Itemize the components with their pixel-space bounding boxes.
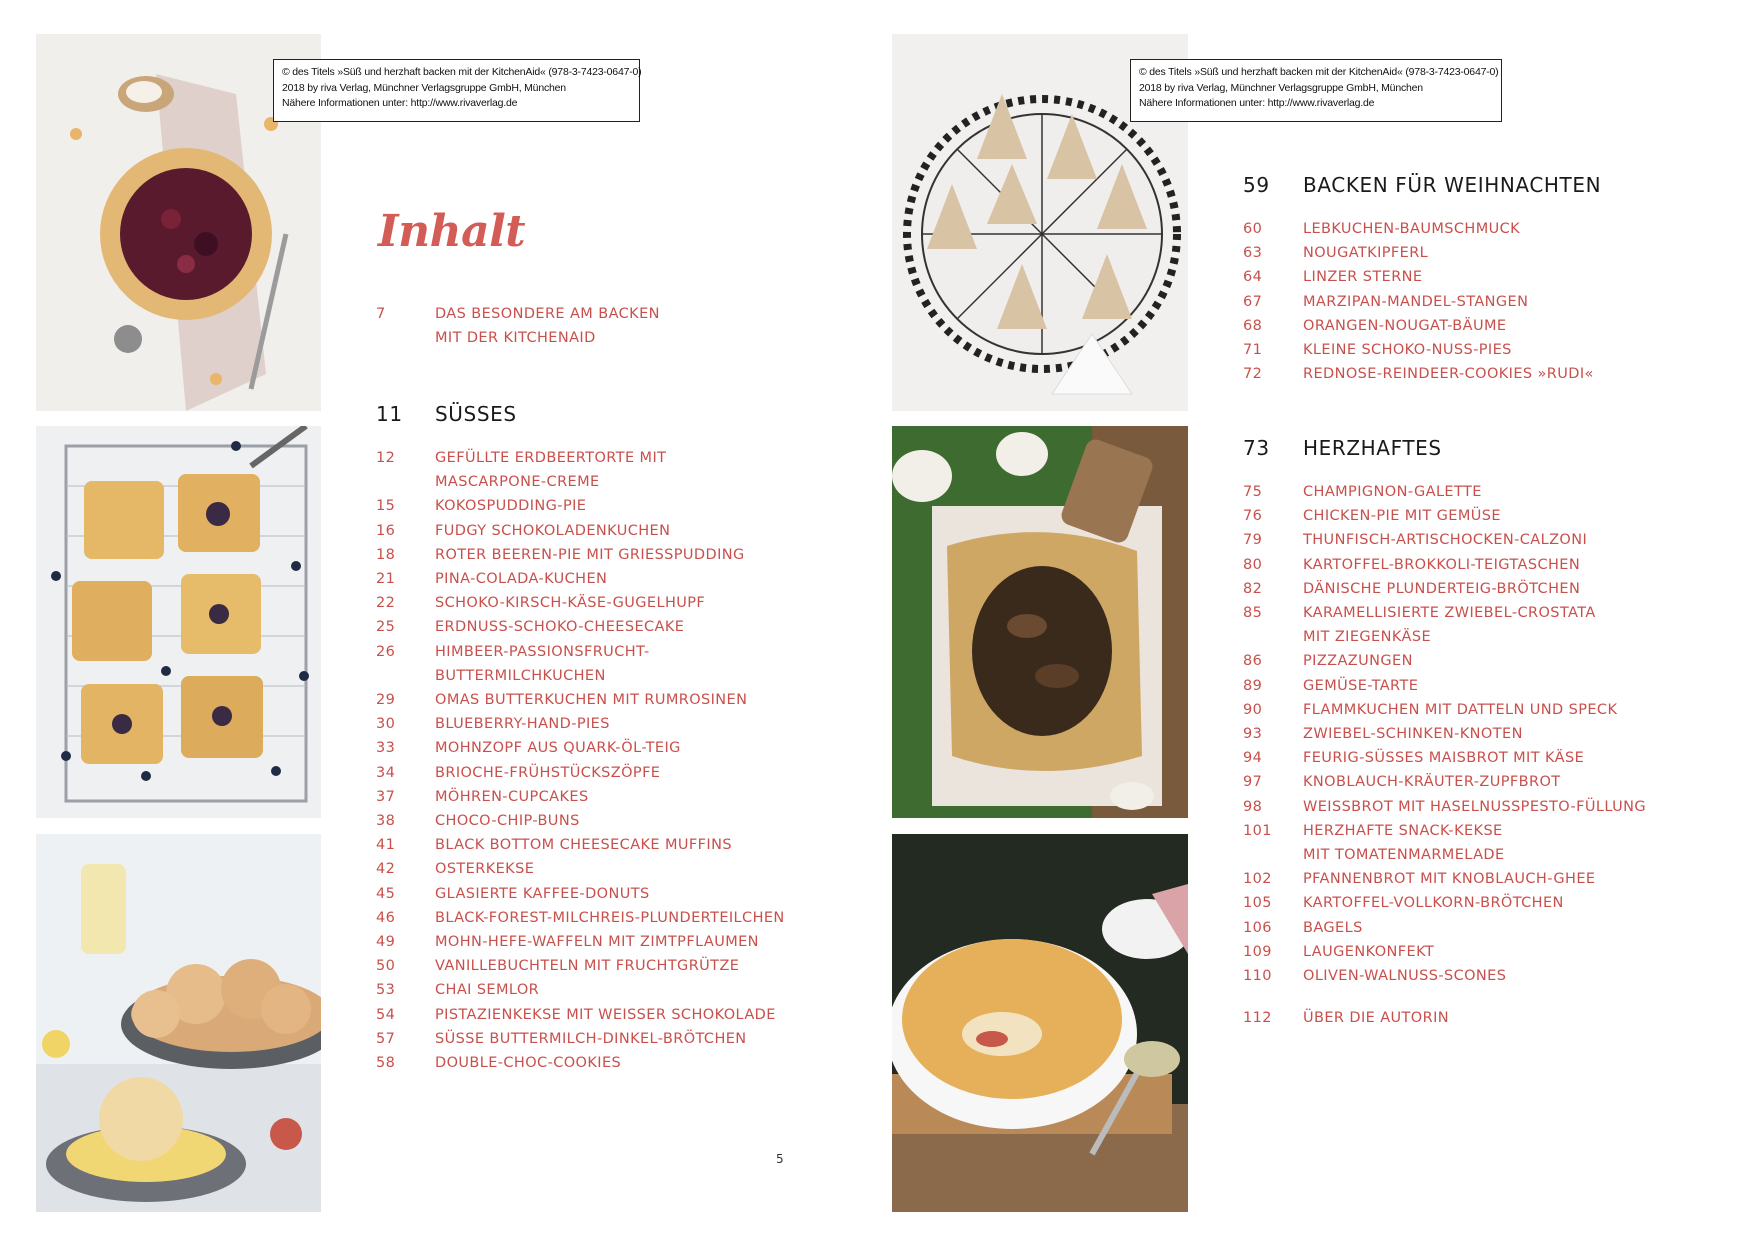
entry-title-line: FLAMMKUCHEN MIT DATTELN UND SPECK — [1303, 701, 1618, 718]
entry-title-line: THUNFISCH-ARTISCHOCKEN-CALZONI — [1303, 532, 1588, 549]
entry-title-line: BUTTERMILCHKUCHEN — [435, 667, 606, 684]
entry-title — [1303, 819, 1505, 867]
section-title: SÜSSES — [435, 402, 517, 426]
entry-page-number: 109 — [1243, 943, 1272, 960]
entry-title-line: SCHOKO-KIRSCH-KÄSE-GUGELHUPF — [435, 595, 706, 612]
entry-title-line: ROTER BEEREN-PIE MIT GRIESSPUDDING — [435, 546, 745, 563]
entry-title-line: KARTOFFEL-VOLLKORN-BRÖTCHEN — [1303, 895, 1564, 912]
entry-title — [1303, 795, 1646, 819]
entry-title-line: OSTERKEKSE — [435, 861, 535, 878]
entry-title-line: GEMÜSE-TARTE — [1303, 677, 1419, 694]
entry-title-line: PISTAZIENKEKSE MIT WEISSER SCHOKOLADE — [435, 1006, 776, 1023]
entry-title — [435, 736, 681, 760]
entry-page-number: 79 — [1243, 532, 1263, 549]
entry-page-number: 97 — [1243, 774, 1263, 791]
copyright-line: Nähere Informationen unter: http://www.rivaverlag.de — [282, 97, 518, 109]
entry-title — [1303, 1006, 1449, 1030]
entry-title-line: SÜSSE BUTTERMILCH-DINKEL-BRÖTCHEN — [435, 1030, 747, 1047]
entry-title-line: KARAMELLISIERTE ZWIEBEL-CROSTATA — [1303, 605, 1596, 621]
section-page-number: 73 — [1243, 436, 1270, 460]
entry-title — [1303, 265, 1423, 289]
entry-page-number: 93 — [1243, 726, 1263, 742]
entry-title-line: PINA-COLADA-KUCHEN — [435, 571, 608, 587]
entry-title-line: CHICKEN-PIE MIT GEMÜSE — [1303, 508, 1501, 525]
entry-title — [435, 567, 607, 591]
entry-title-line: ZWIEBEL-SCHINKEN-KNOTEN — [1303, 726, 1523, 742]
entry-page-number: 106 — [1243, 919, 1272, 936]
entry-page-number: 12 — [376, 450, 396, 466]
entry-title-line: FEURIG-SÜSSES MAISBROT MIT KÄSE — [1303, 750, 1585, 767]
entry-page-number: 86 — [1243, 653, 1263, 670]
copyright-line: 2018 by riva Verlag, Münchner Verlagsgruppe GmbH, München — [1139, 81, 1423, 94]
entry-page-number: 64 — [1243, 269, 1263, 286]
entry-title — [1303, 504, 1501, 528]
photo-blueberry-hand-pies — [36, 426, 321, 818]
entry-title-line: ÜBER DIE AUTORIN — [1303, 1010, 1450, 1026]
entry-title — [1303, 867, 1595, 891]
copyright-line: © des Titels »Süß und herzhaft backen mit der KitchenAid« (978-3-7423-0647-0) — [282, 66, 642, 78]
entry-title-line: NOUGATKIPFERL — [1303, 245, 1429, 262]
entry-title — [1303, 217, 1520, 241]
entry-title-line: HERZHAFTE SNACK-KEKSE — [1303, 822, 1503, 839]
entry-page-number: 37 — [376, 788, 396, 805]
entry-title — [1303, 770, 1561, 794]
entry-title-line: PFANNENBROT MIT KNOBLAUCH-GHEE — [1303, 871, 1596, 888]
page-title: Inhalt — [378, 206, 526, 257]
entry-title-line: REDNOSE-REINDEER-COOKIES »RUDI« — [1303, 366, 1594, 383]
entry-title — [435, 809, 580, 833]
entry-title-line: MOHNZOPF AUS QUARK-ÖL-TEIG — [435, 740, 681, 757]
entry-title — [435, 978, 539, 1002]
entry-page-number: 16 — [376, 522, 396, 539]
entry-title — [435, 1051, 621, 1075]
entry-title-line: LINZER STERNE — [1303, 269, 1423, 286]
entry-title-line: CHOCO-CHIP-BUNS — [435, 813, 580, 829]
entry-page-number: 112 — [1243, 1010, 1272, 1026]
entry-title-line: KARTOFFEL-BROKKOLI-TEIGTASCHEN — [1303, 556, 1581, 573]
entry-page-number: 34 — [376, 764, 396, 781]
entry-title — [435, 688, 747, 712]
entry-page-number: 57 — [376, 1030, 396, 1047]
entry-title-line: MÖHREN-CUPCAKES — [435, 788, 589, 805]
entry-title-line: MOHN-HEFE-WAFFELN MIT ZIMTPFLAUMEN — [435, 934, 759, 950]
entry-title-line: CHAMPIGNON-GALETTE — [1303, 484, 1482, 500]
entry-title-line: BAGELS — [1303, 919, 1363, 936]
entry-title — [1303, 964, 1506, 988]
entry-page-number: 7 — [376, 306, 386, 322]
photo-chicken-pie — [892, 834, 1188, 1212]
entry-page-number: 110 — [1243, 968, 1272, 984]
section-page-number: 59 — [1243, 173, 1270, 197]
entry-title-line: WEISSBROT MIT HASELNUSSPESTO-FÜLLUNG — [1303, 798, 1646, 815]
entry-page-number: 33 — [376, 740, 396, 757]
entry-title-line: DAS BESONDERE AM BACKEN — [435, 306, 660, 322]
photo-mushroom-galette — [892, 426, 1188, 818]
entry-page-number: 54 — [376, 1006, 396, 1023]
entry-title-line: HIMBEER-PASSIONSFRUCHT- — [435, 643, 650, 660]
entry-page-number: 49 — [376, 934, 396, 950]
entry-page-number: 90 — [1243, 701, 1263, 718]
entry-title-line: OLIVEN-WALNUSS-SCONES — [1303, 968, 1507, 984]
entry-title-line: FUDGY SCHOKOLADENKUCHEN — [435, 522, 671, 539]
entry-title-line: DOUBLE-CHOC-COOKIES — [435, 1055, 622, 1071]
entry-page-number: 25 — [376, 619, 396, 636]
entry-page-number: 76 — [1243, 508, 1263, 525]
photo-vanilla-buchteln — [36, 834, 321, 1212]
entry-title — [435, 930, 759, 954]
entry-title — [1303, 891, 1564, 915]
entry-page-number: 80 — [1243, 556, 1263, 573]
entry-page-number: 41 — [376, 837, 396, 854]
entry-title — [1303, 553, 1580, 577]
entry-title — [1303, 674, 1418, 698]
entry-page-number: 29 — [376, 692, 396, 708]
copyright-notice-right — [1130, 59, 1502, 122]
entry-page-number: 71 — [1243, 342, 1263, 358]
entry-title-line: GEFÜLLTE ERDBEERTORTE MIT — [435, 450, 667, 466]
entry-page-number: 94 — [1243, 750, 1263, 767]
entry-title — [435, 785, 589, 809]
entry-title-line: KLEINE SCHOKO-NUSS-PIES — [1303, 342, 1512, 358]
entry-title — [1303, 577, 1580, 601]
entry-page-number: 67 — [1243, 293, 1263, 310]
entry-page-number: 22 — [376, 595, 396, 612]
entry-page-number: 63 — [1243, 245, 1263, 262]
entry-title — [435, 494, 586, 518]
entry-title — [435, 446, 666, 494]
entry-page-number: 82 — [1243, 580, 1263, 597]
entry-page-number: 30 — [376, 716, 396, 733]
entry-page-number: 89 — [1243, 677, 1263, 694]
entry-title — [435, 543, 745, 567]
entry-title — [1303, 722, 1523, 746]
entry-title — [435, 615, 684, 639]
entry-title — [1303, 528, 1587, 552]
entry-page-number: 68 — [1243, 317, 1263, 334]
entry-title — [435, 882, 650, 906]
entry-title — [1303, 698, 1617, 722]
copyright-line: © des Titels »Süß und herzhaft backen mit der KitchenAid« (978-3-7423-0647-0) — [1139, 66, 1499, 78]
entry-title — [1303, 338, 1512, 362]
entry-title-line: OMAS BUTTERKUCHEN MIT RUMROSINEN — [435, 692, 748, 708]
entry-title — [435, 519, 670, 543]
entry-page-number: 75 — [1243, 484, 1263, 500]
entry-page-number: 53 — [376, 982, 396, 999]
entry-title-line: MASCARPONE-CREME — [435, 474, 600, 490]
entry-page-number: 98 — [1243, 798, 1263, 815]
entry-page-number: 72 — [1243, 366, 1263, 383]
entry-title-line: LAUGENKONFEKT — [1303, 943, 1435, 960]
entry-page-number: 102 — [1243, 871, 1272, 888]
entry-title — [1303, 480, 1482, 504]
entry-title-line: GLASIERTE KAFFEE-DONUTS — [435, 885, 650, 902]
entry-title — [435, 1027, 747, 1051]
entry-title-line: MIT ZIEGENKÄSE — [1303, 629, 1432, 645]
entry-title — [435, 640, 650, 688]
entry-title-line: CHAI SEMLOR — [435, 982, 540, 999]
entry-title — [1303, 916, 1363, 940]
entry-title — [435, 591, 705, 615]
entry-title-line: MIT DER KITCHENAID — [435, 330, 596, 346]
entry-title-line: MARZIPAN-MANDEL-STANGEN — [1303, 293, 1529, 310]
entry-title — [435, 1003, 776, 1027]
entry-title-line: MIT TOMATENMARMELADE — [1303, 846, 1505, 863]
entry-title-line: ERDNUSS-SCHOKO-CHEESECAKE — [435, 619, 685, 636]
entry-page-number: 85 — [1243, 605, 1263, 621]
entry-title-line: BLUEBERRY-HAND-PIES — [435, 716, 610, 733]
copyright-notice-left — [273, 59, 640, 122]
entry-title — [435, 712, 610, 736]
entry-title-line: BLACK-FOREST-MILCHREIS-PLUNDERTEILCHEN — [435, 909, 785, 926]
entry-title — [1303, 649, 1413, 673]
copyright-line: Nähere Informationen unter: http://www.rivaverlag.de — [1139, 97, 1375, 109]
entry-title-line: VANILLEBUCHTELN MIT FRUCHTGRÜTZE — [435, 958, 740, 975]
entry-title-line: LEBKUCHEN-BAUMSCHMUCK — [1303, 221, 1521, 237]
entry-title — [1303, 601, 1596, 649]
entry-page-number: 45 — [376, 885, 396, 902]
entry-page-number: 60 — [1243, 221, 1263, 237]
entry-page-number: 58 — [376, 1055, 396, 1071]
entry-page-number: 26 — [376, 643, 396, 660]
entry-title — [435, 302, 660, 350]
entry-page-number: 42 — [376, 861, 396, 878]
entry-title — [1303, 314, 1506, 338]
entry-page-number: 101 — [1243, 822, 1272, 839]
entry-title-line: BLACK BOTTOM CHEESECAKE MUFFINS — [435, 837, 732, 854]
entry-title — [1303, 746, 1584, 770]
entry-title — [435, 761, 660, 785]
entry-title-line: ORANGEN-NOUGAT-BÄUME — [1303, 317, 1507, 334]
entry-title — [1303, 290, 1528, 314]
entry-page-number: 105 — [1243, 895, 1272, 912]
entry-page-number: 15 — [376, 498, 396, 515]
copyright-line: 2018 by riva Verlag, Münchner Verlagsgruppe GmbH, München — [282, 81, 566, 94]
entry-title — [1303, 940, 1434, 964]
entry-title — [435, 833, 732, 857]
entry-title — [435, 906, 785, 930]
entry-title-line: KNOBLAUCH-KRÄUTER-ZUPFBROT — [1303, 774, 1561, 791]
section-title: HERZHAFTES — [1303, 436, 1442, 460]
entry-title-line: BRIOCHE-FRÜHSTÜCKSZÖPFE — [435, 764, 661, 781]
entry-title-line: PIZZAZUNGEN — [1303, 653, 1413, 670]
entry-title — [1303, 241, 1428, 265]
entry-title-line: KOKOSPUDDING-PIE — [435, 498, 587, 515]
entry-title — [435, 857, 534, 881]
entry-page-number: 46 — [376, 909, 396, 926]
entry-page-number: 21 — [376, 571, 396, 587]
entry-page-number: 38 — [376, 813, 396, 829]
entry-title — [1303, 362, 1594, 386]
entry-page-number: 50 — [376, 958, 396, 975]
entry-title — [435, 954, 739, 978]
section-title: BACKEN FÜR WEIHNACHTEN — [1303, 173, 1602, 197]
page-number: 5 — [776, 1152, 784, 1166]
section-page-number: 11 — [376, 402, 403, 426]
entry-page-number: 18 — [376, 546, 396, 563]
entry-title-line: DÄNISCHE PLUNDERTEIG-BRÖTCHEN — [1303, 580, 1581, 597]
